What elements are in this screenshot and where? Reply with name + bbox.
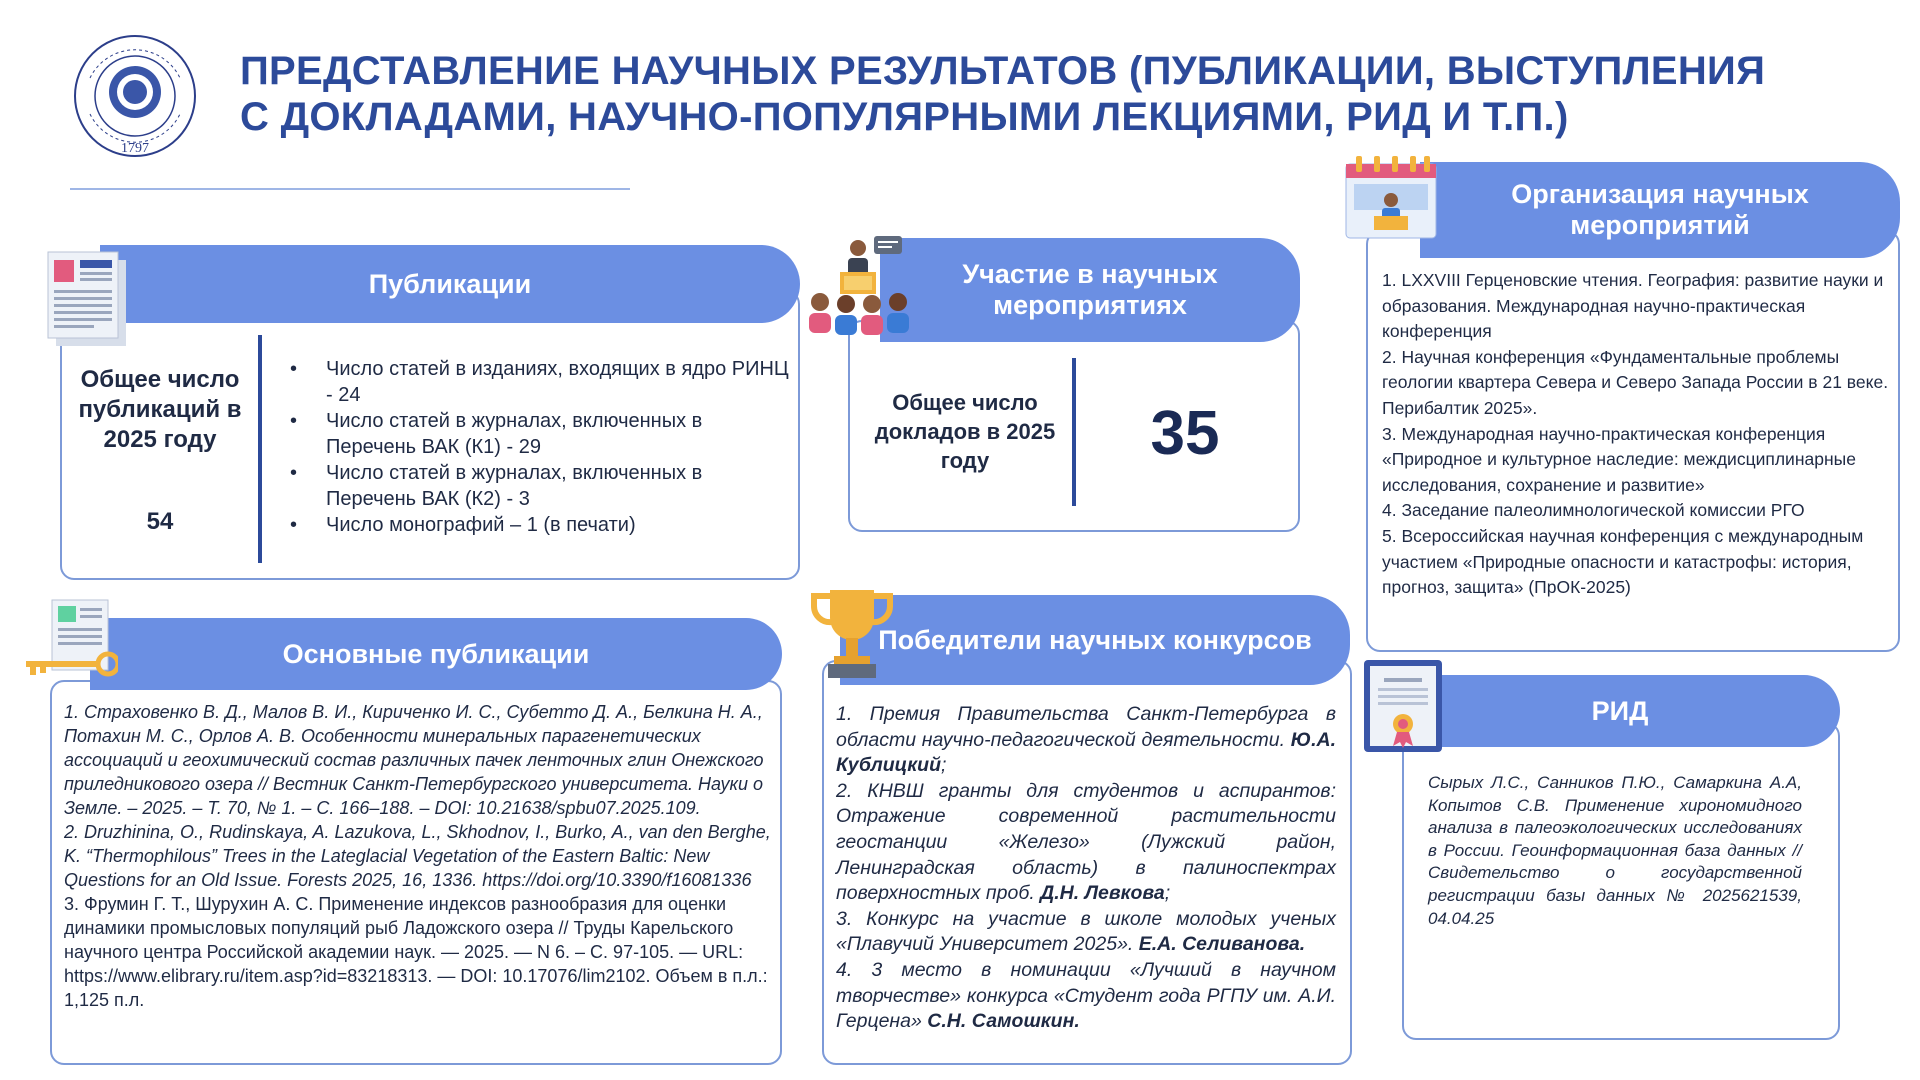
- list-item: 2. КНВШ гранты для студентов и аспирантов: Отражение современной растительности геостанции «Железо» (Лужский район, Ленинградская область) в палиноспектрах поверхностных проб. Д.Н. Левкова;: [836, 779, 1336, 905]
- diploma-icon: [1362, 656, 1444, 756]
- page-title: [240, 48, 1880, 140]
- winner-name: С.Н. Самошкин.: [927, 1010, 1080, 1033]
- list-item: 4. 3 место в номинации «Лучший в научном творчестве» конкурса «Студент года РГПУ им. А.И. Герцена» С.Н. Самошкин.: [836, 958, 1336, 1033]
- winner-name: Ю.А. Кублицкий: [836, 728, 1336, 777]
- list-item: • Число монографий – 1 (в печати): [290, 512, 790, 538]
- participation-divider: [1072, 358, 1076, 506]
- publication-1: 1. Страховенко В. Д., Малов В. И., Кириченко И. С., Субетто Д. А., Белкина Н. А., Потахин М. С., Орлов А. В. Особенности минеральных парагенетических ассоциаций и геохимический состав различных пачек ленточных глин Онежского приледникового озера // Вестник Санкт-Петербургского университета. Науки о Земле. – 2025. – Т. 70, № 1. – С. 166–188. – DOI: 10.21638/spbu07.2025.109.: [64, 702, 764, 818]
- list-item: • Число статей в журналах, включенных в Перечень ВАК (К1) - 29: [290, 408, 790, 460]
- winners-text: [836, 702, 1336, 1035]
- main-publications-heading: Основные публикации: [90, 618, 782, 690]
- organization-heading: Организация научных мероприятий: [1420, 162, 1900, 258]
- certificate-key-icon: [22, 598, 118, 682]
- list-item: 5. Всероссийская научная конференция с международным участием «Природные опасности и катастрофы: история, прогноз, защита» (ПрОК-2025): [1382, 525, 1864, 598]
- list-item: • Число статей в журналах, включенных в Перечень ВАК (К2) - 3: [290, 460, 790, 512]
- publications-heading: Публикации: [100, 245, 800, 323]
- speaker-audience-icon: [806, 232, 922, 342]
- participation-label: Общее число докладов в 2025 году: [874, 390, 1056, 473]
- participation-heading: Участие в научных мероприятиях: [880, 238, 1300, 342]
- trophy-icon: [806, 584, 898, 682]
- publications-list: [290, 356, 790, 538]
- list-item: 1. Премия Правительства Санкт-Петербурга в области научно-педагогической деятельности. Ю.А. Кублицкий;: [836, 703, 1336, 777]
- list-item: 4. Заседание палеолимнологической комиссии РГО: [1382, 500, 1805, 521]
- publication-2: 2. Druzhinina, O., Rudinskaya, A. Lazukova, L., Skhodnov, I., Burko, A., van den Berghe, K. “Thermophilous” Trees in the Lateglacial Vegetation of the Eastern Baltic: New Questions for an Old Issue. Forests 2025, 16, 1336. https://doi.org/10.3390/f16081336: [64, 822, 771, 890]
- organization-list: [1382, 268, 1892, 601]
- participation-value: 35: [1150, 399, 1220, 468]
- winners-heading: Победители научных конкурсов: [840, 595, 1350, 685]
- university-seal-icon: [60, 28, 210, 168]
- calendar-event-icon: [1344, 154, 1438, 240]
- winner-name: Д.Н. Левкова: [1040, 882, 1165, 905]
- list-item: • Число статей в изданиях, входящих в ядро РИНЦ - 24: [290, 356, 790, 408]
- rid-heading: РИД: [1400, 675, 1840, 747]
- publications-total-value: 54: [146, 508, 174, 535]
- winner-name: Е.А. Селиванова.: [1138, 933, 1306, 956]
- publication-3: 3. Фрумин Г. Т., Шурухин А. С. Применение индексов разнообразия для оценки динамики промысловых популяций рыб Ладожского озера // Труды Карельского научного центра Российской академии наук. — 2025. — N 6. – С. 97-105. — URL: https://www.elibrary.ru/item.asp?id=83218313. — DOI: 10.17076/lim2102. Объем в п.л.: 1,125 п.л.: [64, 894, 768, 1010]
- main-publications-text: [64, 700, 774, 1012]
- list-item: 3. Конкурс на участие в школе молодых ученых «Плавучий Университет 2025». Е.А. Селиванова.: [836, 907, 1336, 956]
- list-item: 1. LXXVIII Герценовские чтения. География: развитие науки и образования. Международная научно-практическая конференция: [1382, 270, 1884, 342]
- list-item: 2. Научная конференция «Фундаментальные проблемы геологии квартера Севера и Северо Запада России в 21 веке. Перибалтик 2025».: [1382, 346, 1889, 418]
- title-line-2: С ДОКЛАДАМИ, НАУЧНО-ПОПУЛЯРНЫМИ ЛЕКЦИЯМИ, РИД И Т.П.): [240, 95, 1569, 139]
- rid-text: Сырых Л.С., Санников П.Ю., Самаркина А.А, Копытов С.В. Применение хирономидного анализа в палеоэкологических исследованиях в России. Геоинформационная база данных // Свидетельство о государственной регистрации базы данных № 2025621539, 04.04.25: [1428, 773, 1802, 928]
- document-icon: [44, 250, 132, 348]
- header-divider: [70, 188, 630, 190]
- title-line-1: ПРЕДСТАВЛЕНИЕ НАУЧНЫХ РЕЗУЛЬТАТОВ (ПУБЛИКАЦИИ, ВЫСТУПЛЕНИЯ: [240, 49, 1766, 93]
- publications-divider: [258, 335, 262, 563]
- publications-total-label: Общее число публикаций в 2025 году: [78, 366, 242, 453]
- list-item: 3. Международная научно-практическая конференция «Природное и культурное наследие: междисциплинарные исследования, сохранение и развитие»: [1382, 423, 1856, 495]
- logo-year: 1797: [121, 141, 149, 156]
